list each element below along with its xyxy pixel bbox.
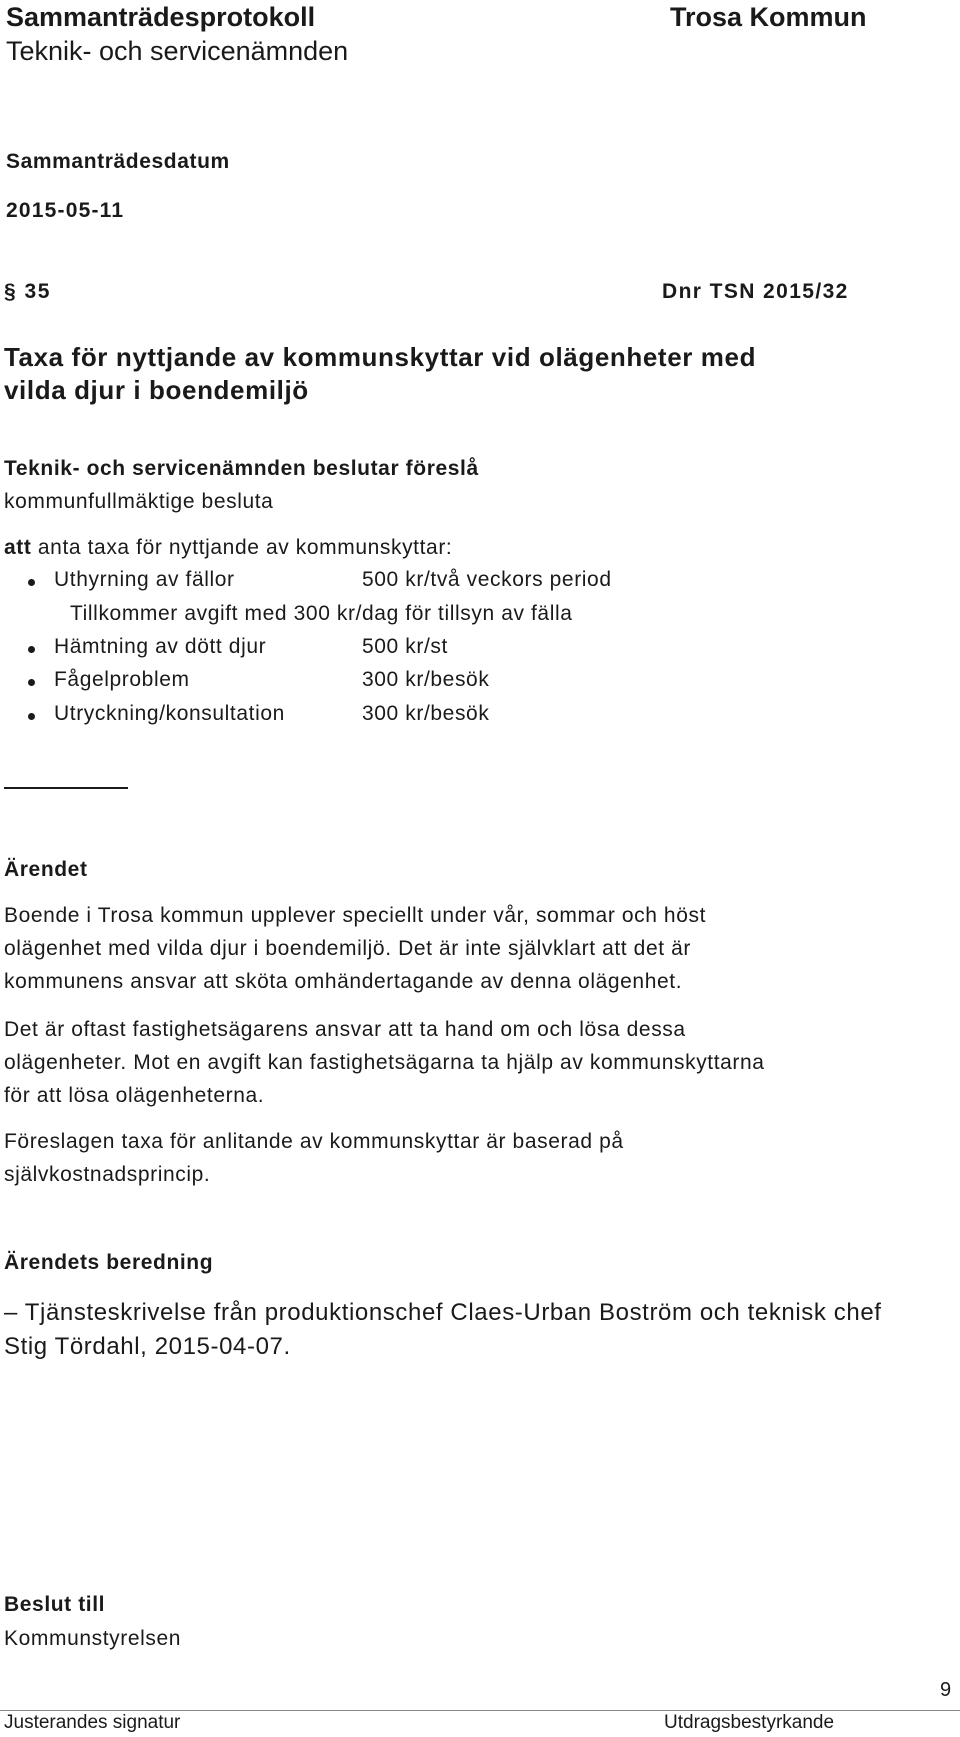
att-clause [4,536,452,560]
arendet-p2-line-1: Det är oftast fastighetsägarens ansvar att ta hand om och lösa dessa [4,1018,686,1041]
footer-signature-label: Justerandes signatur [4,1712,181,1733]
arendet-p3-line-1: Föreslagen taxa för anlitande av kommunskyttar är baserad på [4,1130,624,1153]
section-number: § 35 [4,280,51,303]
fee-item-name: Uthyrning av fällor [54,568,235,591]
beredning-line-2: Stig Tördahl, 2015-04-07. [4,1333,291,1360]
bullet-icon [28,646,35,653]
section-title-line-2: vilda djur i boendemiljö [4,375,309,405]
beredning-line-1: – Tjänsteskrivelse från produktionschef Claes-Urban Boström och teknisk chef [4,1299,882,1326]
att-keyword: att [4,536,32,559]
fee-item-name: Hämtning av dött djur [54,635,267,658]
arendet-p1-line-3: kommunens ansvar att sköta omhändertagande av denna olägenhet. [4,970,683,993]
fee-note: Tillkommer avgift med 300 kr/dag för tillsyn av fälla [70,602,573,625]
fee-item-price: 500 kr/två veckors period [362,568,612,591]
bullet-icon [28,679,35,686]
arendet-p2-line-2: olägenheter. Mot en avgift kan fastighetsägarna ta hjälp av kommunskyttarna [4,1051,765,1074]
municipality-name: Trosa Kommun [670,2,867,32]
arendet-p3-line-2: självkostnadsprincip. [4,1163,211,1186]
meeting-date-label: Sammanträdesdatum [6,150,230,173]
arendet-p2-line-3: för att lösa olägenheterna. [4,1084,265,1107]
meeting-date: 2015-05-11 [6,199,125,222]
fee-item-name: Fågelproblem [54,668,190,691]
separator-line [4,787,128,789]
document-type: Sammanträdesprotokoll [6,2,316,32]
footer-rule [0,1710,960,1711]
decision-to-heading: Beslut till [4,1593,106,1616]
bullet-icon [28,579,35,586]
decision-recipient: Kommunstyrelsen [4,1627,182,1650]
fee-item-price: 300 kr/besök [362,702,490,725]
beredning-heading: Ärendets beredning [4,1251,214,1274]
arendet-p1-line-2: olägenhet med vilda djur i boendemiljö. Det är inte självklart att det är [4,937,691,960]
fee-item-price: 500 kr/st [362,635,448,658]
fee-item-price: 300 kr/besök [362,668,490,691]
committee-name: Teknik- och servicenämnden [6,36,349,66]
arendet-heading: Ärendet [4,858,88,881]
footer-certification-label: Utdragsbestyrkande [664,1712,835,1733]
proposal-intro-line-1: Teknik- och servicenämnden beslutar föreslå [4,457,479,480]
section-title-line-1: Taxa för nyttjande av kommunskyttar vid olägenheter med [4,342,757,372]
diary-number: Dnr TSN 2015/32 [662,280,849,303]
bullet-icon [28,713,35,720]
att-text: anta taxa för nyttjande av kommunskyttar: [31,536,453,559]
arendet-p1-line-1: Boende i Trosa kommun upplever speciellt under vår, sommar och höst [4,904,707,927]
page-number: 9 [940,1679,952,1701]
fee-item-name: Utryckning/konsultation [54,702,285,725]
proposal-intro-line-2: kommunfullmäktige besluta [4,490,274,513]
